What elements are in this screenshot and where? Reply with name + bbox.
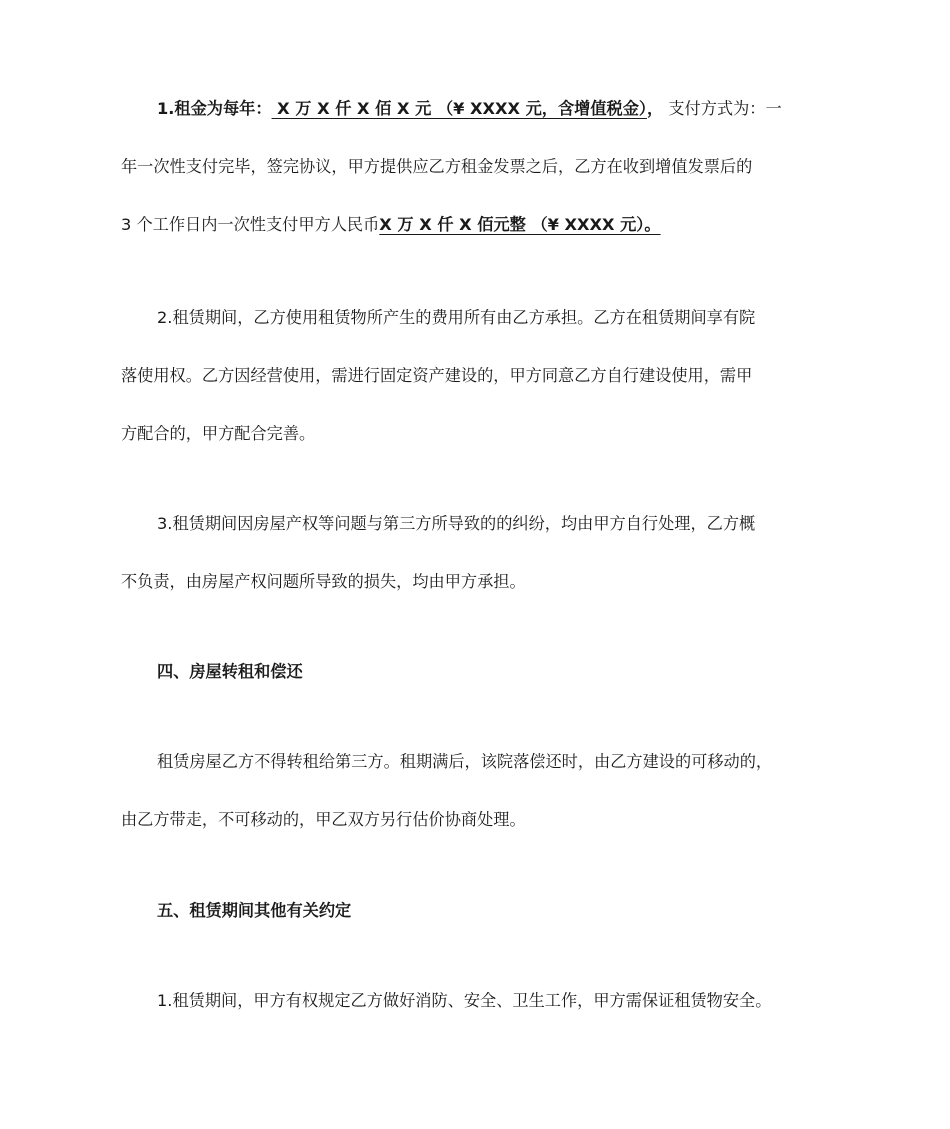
rent-clause-line-3 — [121, 213, 841, 237]
section-4-line-1: 租赁房屋乙方不得转租给第三方。租期满后，该院落偿还时，由乙方建设的可移动的， — [157, 752, 773, 771]
fees-clause-line-1: 2.租赁期间，乙方使用租赁物所产生的费用所有由乙方承担。乙方在租赁期间享有院 — [157, 308, 756, 327]
rent-clause-lead: 1.租金为每年： — [157, 99, 272, 118]
rent-payment-prefix: 3 个工作日内一次性支付甲方人民币 — [121, 215, 380, 234]
rent-annual-amount: X 万 X 仟 X 佰 X 元 （¥ XXXX 元，含增值税金） — [271, 99, 647, 118]
section-5-heading: 五、租赁期间其他有关约定 — [157, 901, 352, 920]
rent-clause-line-2: 年一次性支付完毕，签完协议，甲方提供应乙方租金发票之后，乙方在收到增值发票后的 — [121, 157, 753, 176]
property-clause-line-1: 3.租赁期间因房屋产权等问题与第三方所导致的的纠纷，均由甲方自行处理，乙方概 — [157, 514, 756, 533]
section-5-line-1: 1.租赁期间，甲方有权规定乙方做好消防、安全、卫生工作，甲方需保证租赁物安全。 — [157, 991, 772, 1010]
rent-payment-amount: X 万 X 仟 X 佰元整 （¥ XXXX 元）。 — [379, 215, 661, 234]
rent-comma: ， — [646, 99, 664, 118]
fees-clause-line-3: 方配合的，甲方配合完善。 — [121, 424, 316, 443]
rent-clause-line-1 — [157, 97, 847, 121]
fees-clause-line-2: 落使用权。乙方因经营使用，需进行固定资产建设的，甲方同意乙方自行建设使用，需甲 — [121, 366, 753, 385]
rent-payment-method: 支付方式为：一 — [663, 99, 782, 118]
section-4-heading: 四、房屋转租和偿还 — [157, 662, 303, 681]
section-4-line-2: 由乙方带走，不可移动的，甲乙双方另行估价协商处理。 — [121, 810, 526, 829]
property-clause-line-2: 不负责，由房屋产权问题所导致的损失，均由甲方承担。 — [121, 572, 526, 591]
